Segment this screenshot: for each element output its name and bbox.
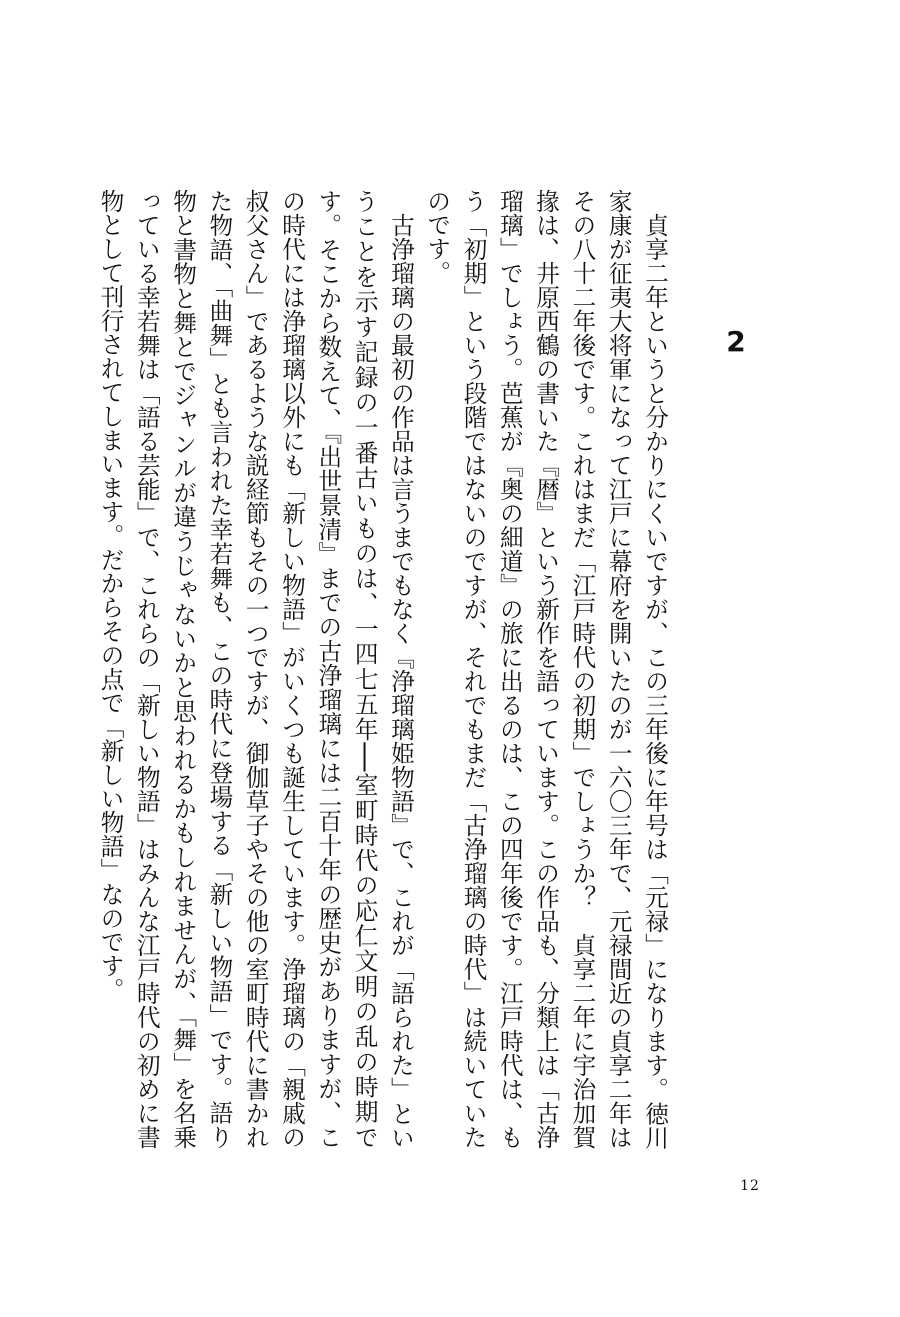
page-number: 12 — [740, 1178, 760, 1194]
paragraph-1: 貞享二年というと分かりにくいですが、この三年後に年号は「元禄」になります。徳川家康が征夷大将軍になって江戸に幕府を開いたのが一六〇三年で、元禄間近の貞享二年はその八十二年後です。これはまだ「江戸時代の初期」でしょうか？ 貞享二年に宇治加賀掾は、井原西鶴の書いた『暦』という新作を語っています。この作品も、分類上は「古浄瑠璃」でしょう。芭蕉が『奥の細道』の旅に出るのは、この四年後です。江戸時代は、もう「初期」という段階ではないのですが、それでもまだ「古浄瑠璃の時代」は続いていたのです。 — [423, 189, 669, 1149]
body-text — [96, 189, 673, 1149]
paragraph-2: 古浄瑠璃の最初の作品は言うまでもなく『浄瑠璃姫物語』で、これが「語られた」ということを示す記録の一番古いものは、一四七五年──室町時代の応仁文明の乱の時期です。そこから数えて、『出世景清』までの古浄瑠璃には二百十年の歴史がありますが、この時代には浄瑠璃以外にも「新しい物語」がいくつも誕生しています。浄瑠璃の「親戚の叔父さん」であるような説経節もその一つですが、御伽草子やその他の室町時代に書かれた物語、「曲舞」とも言われた幸若舞も、この時代に登場する「新しい物語」です。語り物と書物と舞とでジャンルが違うじゃないかと思われるかもしれませんが、「舞」を名乗っている幸若舞は「語る芸能」で、これらの「新しい物語」はみんな江戸時代の初めに書物として刊行されてしまいます。だからその点で「新しい物語」なのです。 — [96, 189, 415, 1149]
section-number: 2 — [726, 325, 746, 358]
